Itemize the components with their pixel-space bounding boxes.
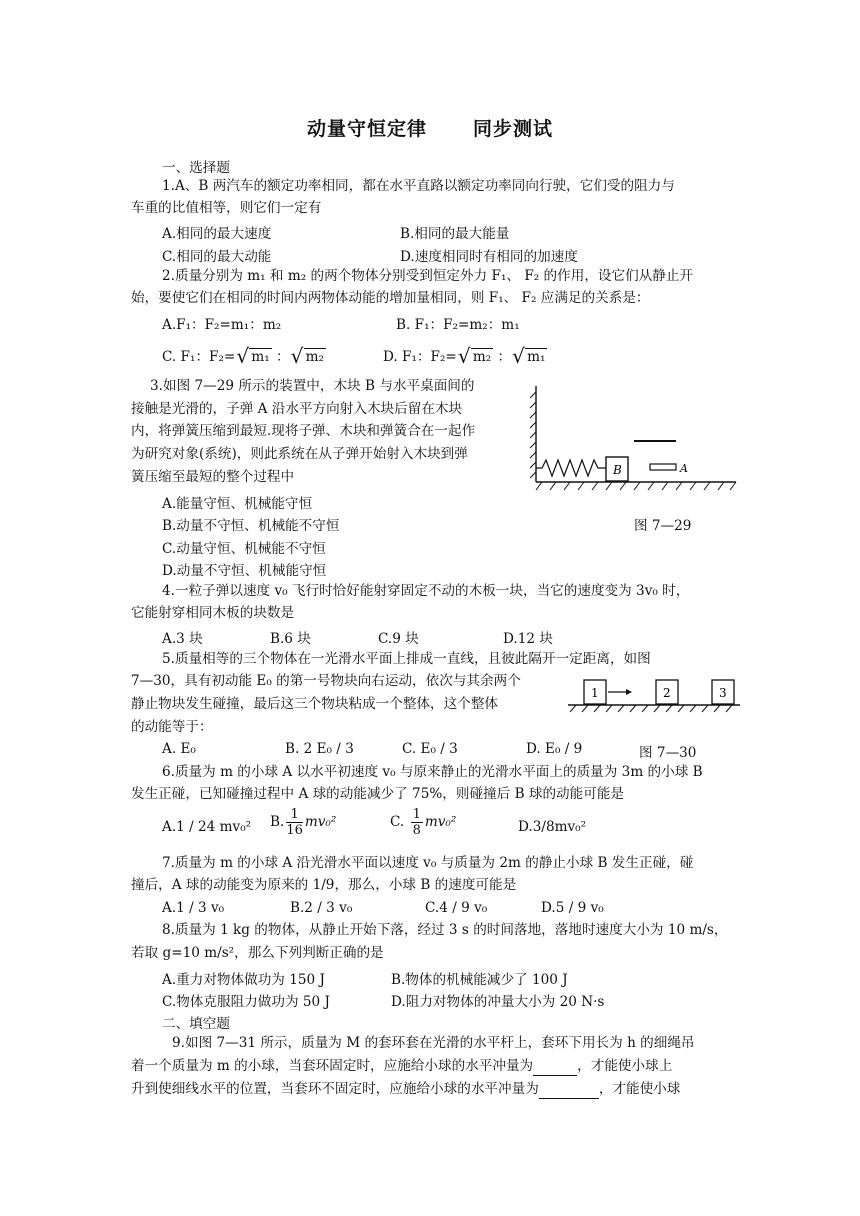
bullet-a [650,464,676,470]
q4-option-a: A.3 块 [162,631,203,647]
title-main: 动量守恒定律 [306,118,427,140]
q7-option-b: B.2 / 3 v₀ [290,900,353,916]
q6-stem-line1: 6.质量为 m 的小球 A 以水平初速度 v₀ 与原来静止的光滑水平面上的质量为 3m 的小球 B [162,764,703,780]
q5-stem-line1: 5.质量相等的三个物体在一光滑水平面上排成一直线，且彼此隔开一定距离，如图 [162,651,651,667]
q7-stem-line2: 撞后，A 球的动能变为原来的 1/9，那么，小球 B 的速度可能是 [131,877,517,893]
q9-stem-line1: 9.如图 7—31 所示，质量为 M 的套环套在光滑的水平杆上，套环下用长为 h 的细绳吊 [172,1035,695,1051]
q6-option-b-fraction [286,807,303,838]
q1-option-d: D.速度相同时有相同的加速度 [400,249,578,265]
floor-hatching [536,482,736,490]
q4-option-b: B.6 块 [270,631,311,647]
q3-stem-line4: 为研究对象(系统)，则此系统在从子弹开始射入木块到弹 [131,446,468,462]
q3-option-d: D.动量不守恒、机械能守恒 [162,563,327,579]
q6-option-c-prefix: C. [390,814,405,830]
q2-option-d-root2: √ m₁ [525,348,547,365]
q3-stem-line3: 内，将弹簧压缩到最短.现将子弹、木块和弹簧合在一起作 [131,423,476,439]
q3-stem-line5: 簧压缩至最短的整个过程中 [131,469,295,485]
figure-7-30 [566,672,744,718]
block-3-label: 3 [719,686,727,700]
q6-option-b-prefix: B. [270,814,285,830]
block-b-label: B [613,463,622,477]
q8-option-d: D.阻力对物体的冲量大小为 20 N·s [391,994,605,1010]
q4-option-d: D.12 块 [503,631,553,647]
q2-option-c-root1: √ m₁ [249,348,271,365]
q6-b-denominator: 16 [286,823,303,838]
q2-option-c-colon: ： [275,349,290,365]
q5-stem-line4: 的动能等于： [131,719,213,735]
section-fill-heading: 二、填空题 [162,1016,230,1032]
q5-option-c: C. E₀ / 3 [402,741,458,757]
q2-option-c-root2: √ m₂ [304,348,326,365]
q6-option-b [270,807,336,838]
q8-stem-line1: 8.质量为 1 kg 的物体，从静止开始下落，经过 3 s 的时间落地，落地时速度大小为 10 m/s， [162,922,728,938]
q9-stem-line3 [131,1081,680,1099]
q6-c-denominator: 8 [412,823,421,838]
page-title [0,114,860,141]
q3-stem-line1: 3.如图 7—29 所示的装置中，木块 B 与水平桌面间的 [150,378,475,394]
q9-line3-text-a: 升到使细线水平的位置，当套环不固定时，应施给小球的水平冲量为 [131,1081,539,1097]
figure-7-29-caption: 图 7—29 [634,518,692,534]
q5-stem-line3: 静止物块发生碰撞，最后这三个物块粘成一个整体，这个整体 [131,696,499,712]
q9-stem-line2 [131,1058,672,1076]
q8-option-a: A.重力对物体做功为 150 J [162,972,325,988]
q2-stem-line1: 2.质量分别为 m₁ 和 m₂ 的两个物体分别受到恒定外力 F₁、 F₂ 的作用，设它们从静止开 [162,268,694,284]
q9-answer-blank-1[interactable] [533,1058,577,1076]
q7-option-d: D.5 / 9 v₀ [541,900,604,916]
block-1-label: 1 [591,686,599,700]
q2-option-d-prefix: D. F₁：F₂= [383,349,457,365]
figure-7-30-caption: 图 7—30 [639,745,697,761]
bullet-a-label: A [680,462,688,475]
q7-stem-line1: 7.质量为 m 的小球 A 沿光滑水平面以速度 v₀ 与质量为 2m 的静止小球 B 发生正碰，碰 [162,855,694,871]
q4-stem-line2: 它能射穿相同木板的块数是 [131,605,295,621]
q2-option-b: B. F₁：F₂=m₂：m₁ [396,317,520,333]
q3-option-a: A.能量守恒、机械能守恒 [162,496,313,512]
q3-option-c: C.动量守恒、机械能不守恒 [162,541,326,557]
q2-option-d-root1: √ m₂ [471,348,493,365]
q8-stem-line2: 若取 g=10 m/s²，那么下列判断正确的是 [131,945,384,961]
q6-option-c-fraction [411,807,423,838]
q5-option-a: A. E₀ [162,741,196,757]
q2-option-d-colon: ： [497,349,512,365]
q6-option-b-suffix: mv₀² [304,814,337,830]
q7-option-c: C.4 / 9 v₀ [425,900,488,916]
q6-c-numerator: 1 [412,807,421,822]
q4-option-c: C.9 块 [378,631,419,647]
q1-option-b: B.相同的最大能量 [400,226,510,242]
q1-stem-line2: 车重的比值相等，则它们一定有 [131,200,322,216]
q3-stem-line2: 接触是光滑的，子弹 A 沿水平方向射入木块后留在木块 [131,401,463,417]
q6-option-d: D.3/8mv₀² [518,819,587,835]
q2-stem-line2: 始，要使它们在相同的时间内两物体动能的增加量相同，则 F₁、 F₂ 应满足的关系是： [131,290,650,306]
q8-option-b: B.物体的机械能减少了 100 J [391,972,568,988]
q9-answer-blank-2[interactable] [539,1081,599,1099]
q5-stem-line2: 7—30，具有初动能 E₀ 的第一号物块向右运动，依次与其余两个 [131,673,521,689]
q4-stem-line1: 4.一粒子弹以速度 v₀ 飞行时恰好能射穿固定不动的木板一块，当它的速度变为 3v₀ 时， [162,583,690,599]
q2-option-c-prefix: C. F₁：F₂= [162,349,236,365]
q7-option-a: A.1 / 3 v₀ [162,900,225,916]
ground-hatching [570,705,732,712]
q5-option-d: D. E₀ / 9 [526,741,583,757]
q9-line3-text-b: ，才能使小球 [598,1081,681,1097]
q3-option-b: B.动量不守恒、机械能不守恒 [162,518,340,534]
q6-option-c [390,807,456,838]
q6-b-numerator: 1 [286,807,303,823]
velocity-arrow-head [626,689,632,695]
block-2-label: 2 [663,686,671,700]
q6-option-a: A.1 / 24 mv₀² [162,819,252,835]
section-choice-heading: 一、选择题 [162,160,230,176]
q9-line2-text-a: 着一个质量为 m 的小球，当套环固定时，应施给小球的水平冲量为 [131,1058,534,1074]
title-sub: 同步测试 [473,118,554,140]
q2-option-c [162,345,326,365]
q2-option-a: A.F₁：F₂=m₁：m₂ [162,317,282,333]
q6-stem-line2: 发生正碰，已知碰撞过程中 A 球的动能减少了 75%，则碰撞后 B 球的动能可能是 [131,786,625,802]
wall-hatching [530,392,536,478]
q1-option-c: C.相同的最大动能 [162,249,272,265]
q1-option-a: A.相同的最大速度 [162,226,272,242]
q9-line2-text-b: ，才能使小球上 [577,1058,673,1074]
q6-option-c-suffix: mv₀² [424,814,457,830]
figure-7-29 [520,384,745,496]
q2-option-d [383,345,547,365]
q1-stem-line1: 1.A、B 两汽车的额定功率相同，都在水平直路以额定功率同向行驶，它们受的阻力与 [162,178,675,194]
q8-option-c: C.物体克服阻力做功为 50 J [162,994,330,1010]
q5-option-b: B. 2 E₀ / 3 [285,741,354,757]
spring [536,460,606,476]
